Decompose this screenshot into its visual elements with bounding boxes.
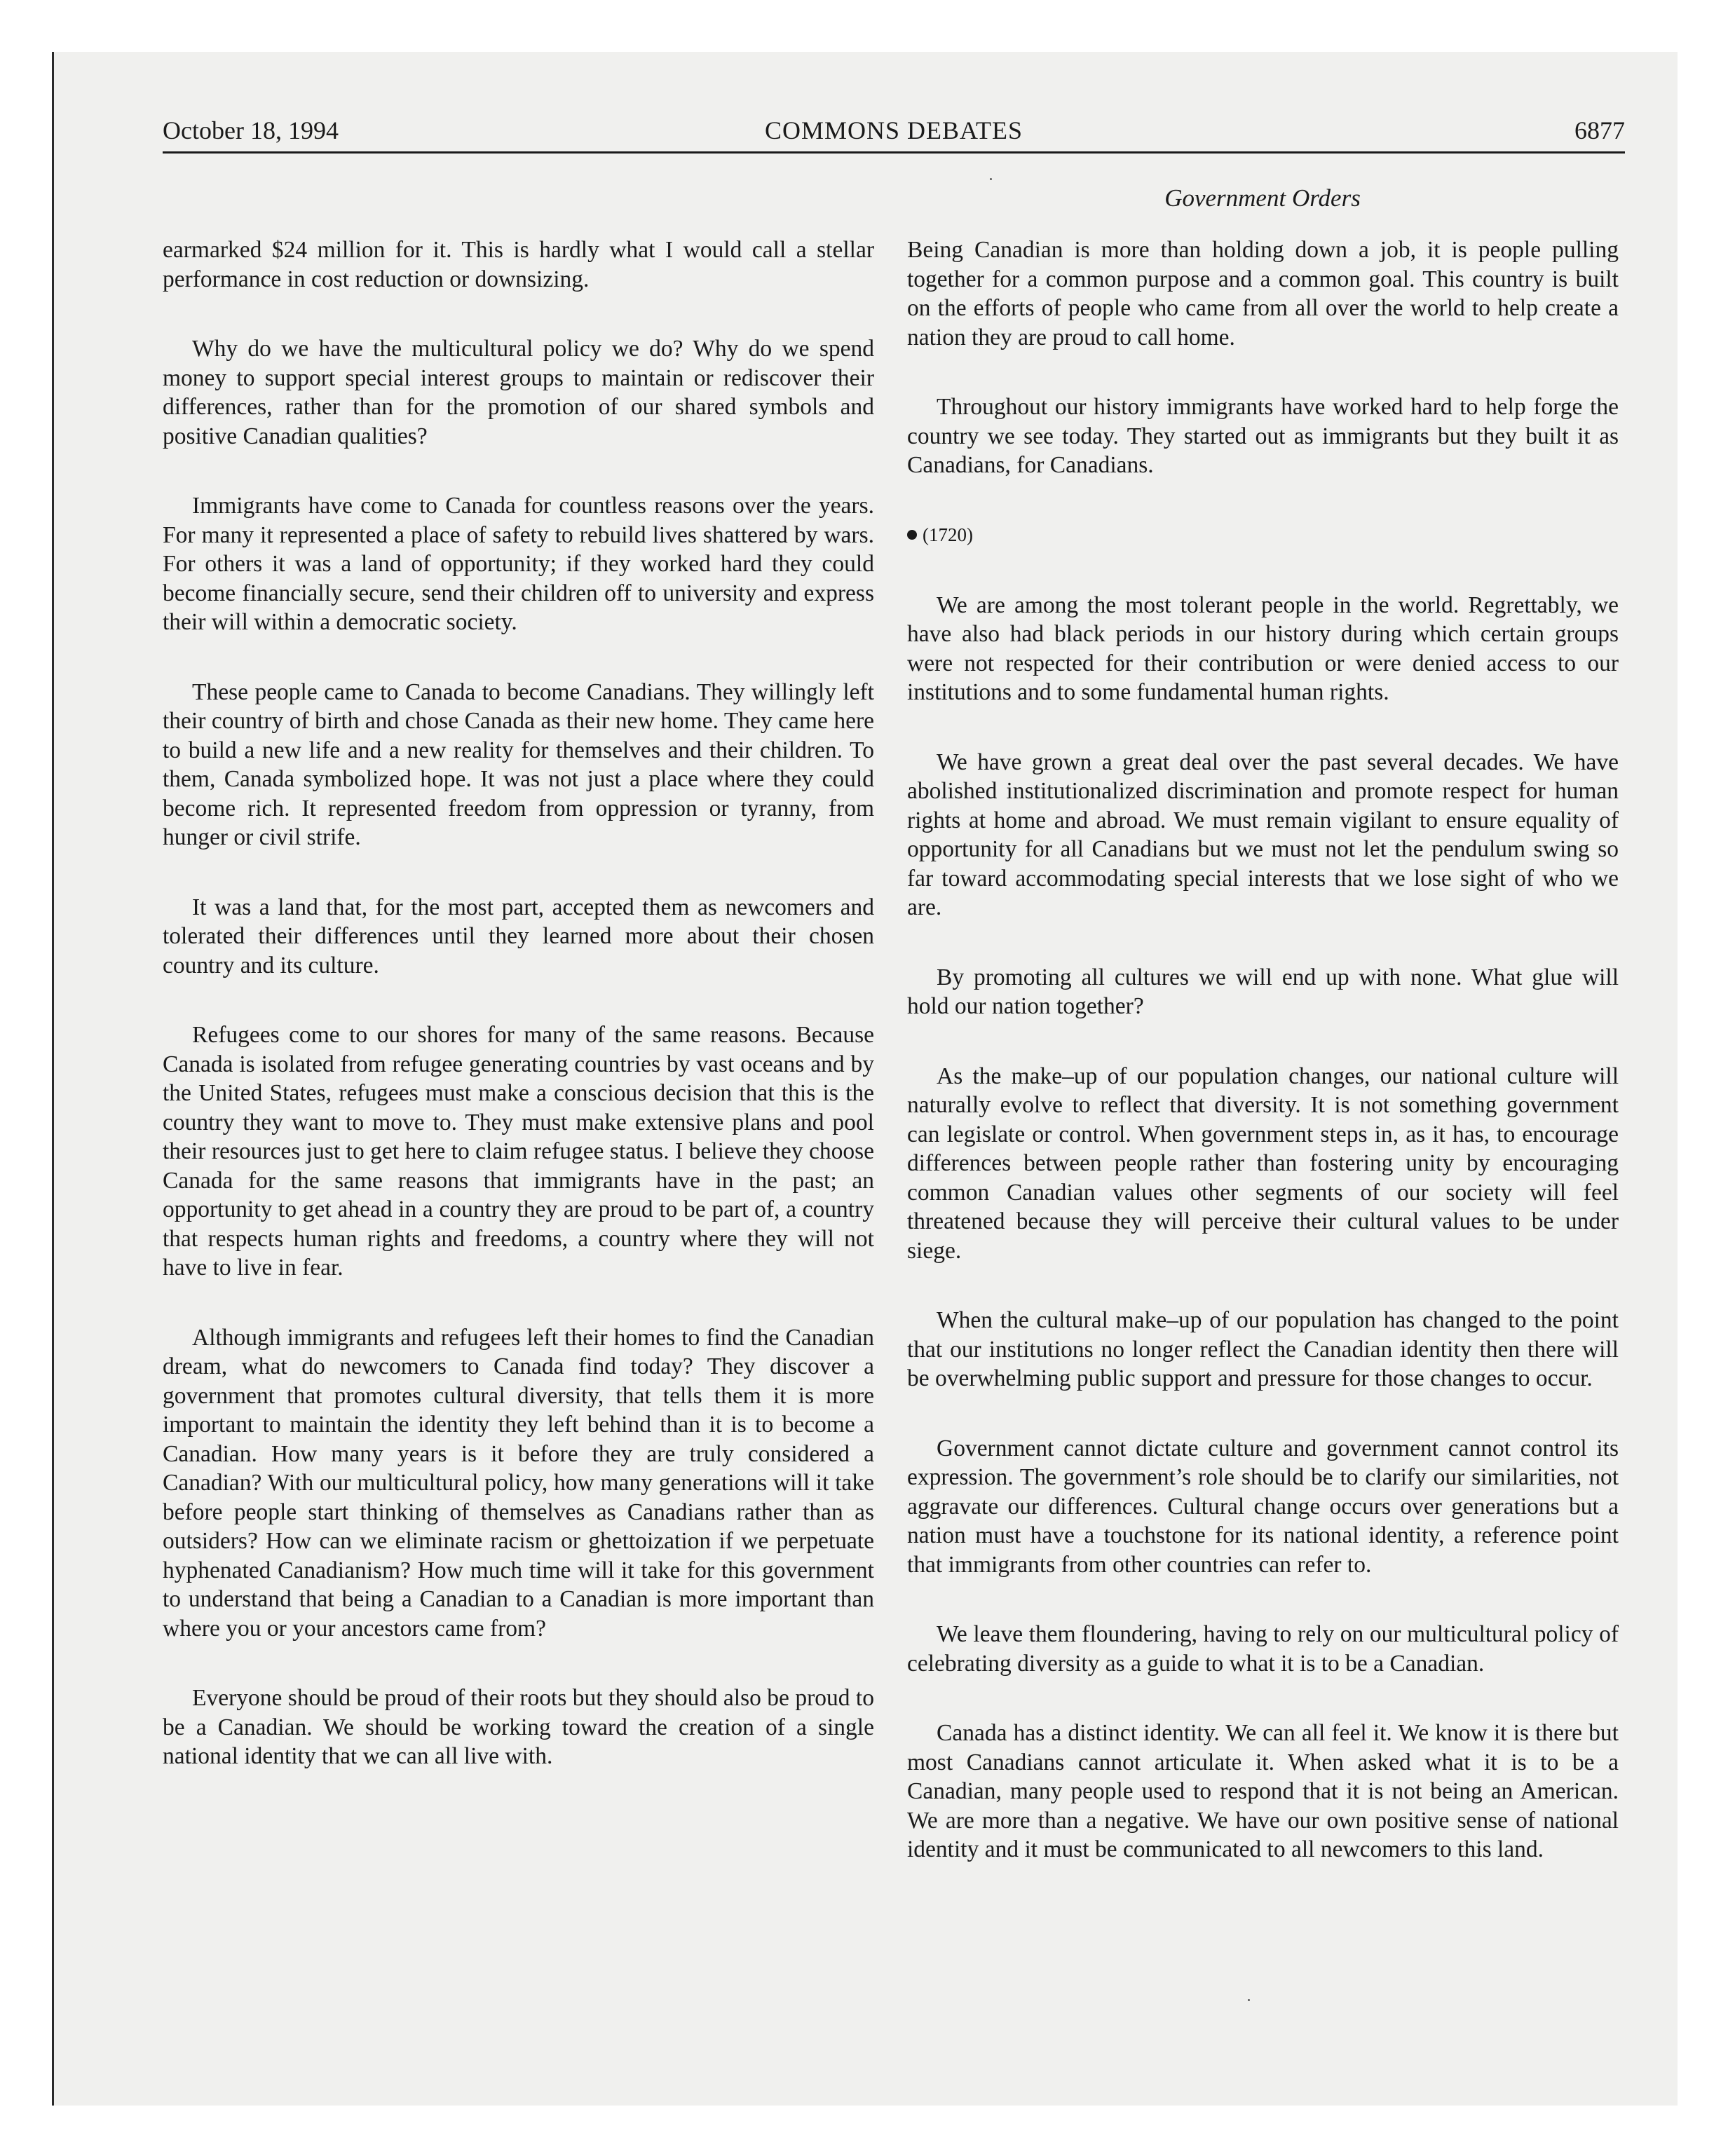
paragraph: As the make–up of our population changes, our national culture will naturally evolve to reflect that diversity. It is not something government can legislate or control. When government steps in, as it has, to encourage differences between people rather than fostering unity by encouraging common Canadian values other segments of our society will feel threatened because they will perceive their cultural values to be under siege. [907, 1063, 1619, 1264]
paragraph: These people came to Canada to become Canadians. They willingly left their country of birth and chose Canada as their new home. They came here to build a new life and a new reality for themselves and their children. To them, Canada symbolized hope. It was not just a place where they could become rich. It represented freedom from oppression or tyranny, from hunger or civil strife. [163, 678, 874, 850]
paragraph: When the cultural make–up of our population has changed to the point that our institutions no longer reflect the Canadian identity then there will be overwhelming public support and pressure for those changes to occur. [907, 1307, 1619, 1391]
paragraph: Although immigrants and refugees left their homes to find the Canadian dream, what do newcomers to Canada find today? They discover a government that promotes cultural diversity, that tells them it is more important to maintain the identity they left behind than it is to become a Canadian. How many years is it before they are truly considered a Canadian? With our multicultural policy, how many generations will it take before people start thinking of themselves as Canadians rather than as outsiders? How can we eliminate racism or ghettoization if we perpetuate hyphenated Canadianism? How much time will it take for this government to understand that being a Canadian to a Canadian is more important than where you or your ancestors came from? [163, 1324, 874, 1642]
section-title: Government Orders [1164, 184, 1361, 212]
paragraph: By promoting all cultures we will end up with none. What glue will hold our nation together? [907, 964, 1619, 1019]
header-date: October 18, 1994 [163, 116, 339, 144]
time-marker-text: (1720) [923, 524, 973, 545]
paragraph: Immigrants have come to Canada for countless reasons over the years. For many it represented a place of safety to rebuild lives shattered by wars. For others it was a land of opportunity; if they worked hard they could become financially secure, send their children off to university and express their will within a democratic society. [163, 493, 874, 635]
header-rule [163, 151, 1625, 153]
header-publication: COMMONS DEBATES [764, 116, 1023, 144]
paragraph: It was a land that, for the most part, accepted them as newcomers and tolerated their differences until they learned more about their chosen country and its culture. [163, 894, 874, 978]
paragraph: Being Canadian is more than holding down a job, it is people pulling together for a common purpose and a common goal. This country is built on the efforts of people who came from all over the world to help create a nation they are proud to call home. [907, 237, 1619, 350]
header-page-number: 6877 [1574, 116, 1625, 144]
paragraph: earmarked $24 million for it. This is hardly what I would call a stellar performance in cost reduction or downsizing. [163, 237, 874, 292]
left-column [163, 236, 874, 1771]
right-column [907, 236, 1619, 1864]
page-header [163, 109, 1625, 151]
time-marker [907, 521, 1619, 549]
paragraph: Throughout our history immigrants have worked hard to help forge the country we see today. They started out as immigrants but they built it as Canadians, for Canadians. [907, 394, 1619, 478]
paragraph: Refugees come to our shores for many of the same reasons. Because Canada is isolated from refugee generating countries by vast oceans and by the United States, refugees must make a conscious decision that this is the country they want to move to. They must make extensive plans and pool their resources just to get here to claim refugee status. I believe they choose Canada for the same reasons that immigrants have in the past; an opportunity to get ahead in a country they are proud to be part of, a country that respects human rights and freedoms, a country where they will not have to live in fear. [163, 1022, 874, 1281]
bullet-icon [907, 530, 917, 540]
paragraph: We leave them floundering, having to rely on our multicultural policy of celebrating diversity as a guide to what it is to be a Canadian. [907, 1621, 1619, 1677]
paragraph: Canada has a distinct identity. We can all feel it. We know it is there but most Canadians cannot articulate it. When asked what it is to be a Canadian, many people used to respond that it is not being an American. We are more than a negative. We have our own positive sense of national identity and it must be communicated to all newcomers to this land. [907, 1720, 1619, 1862]
paragraph: We have grown a great deal over the past several decades. We have abolished institutionalized discrimination and promote respect for human rights at home and abroad. We must remain vigilant to ensure equality of opportunity for all Canadians but we must not let the pendulum swing so far toward accommodating special interests that we lose sight of who we are. [907, 749, 1619, 920]
paragraph: We are among the most tolerant people in the world. Regrettably, we have also had black periods in our history during which certain groups were not respected for their contribution or were denied access to our institutions and to some fundamental human rights. [907, 592, 1619, 705]
paragraph: Everyone should be proud of their roots but they should also be proud to be a Canadian. We should be working toward the creation of a single national identity that we can all live with. [163, 1685, 874, 1769]
paragraph: Why do we have the multicultural policy we do? Why do we spend money to support special interest groups to maintain or rediscover their differences, rather than for the promotion of our shared symbols and positive Canadian qualities? [163, 336, 874, 449]
scan-speck [990, 178, 992, 180]
scan-speck [1248, 1999, 1250, 2001]
paragraph: Government cannot dictate culture and government cannot control its expression. The government’s role should be to clarify our similarities, not aggravate our differences. Cultural change occurs over generations but a nation must have a touchstone for its national identity, a reference point that immigrants from other countries can refer to. [907, 1435, 1619, 1578]
